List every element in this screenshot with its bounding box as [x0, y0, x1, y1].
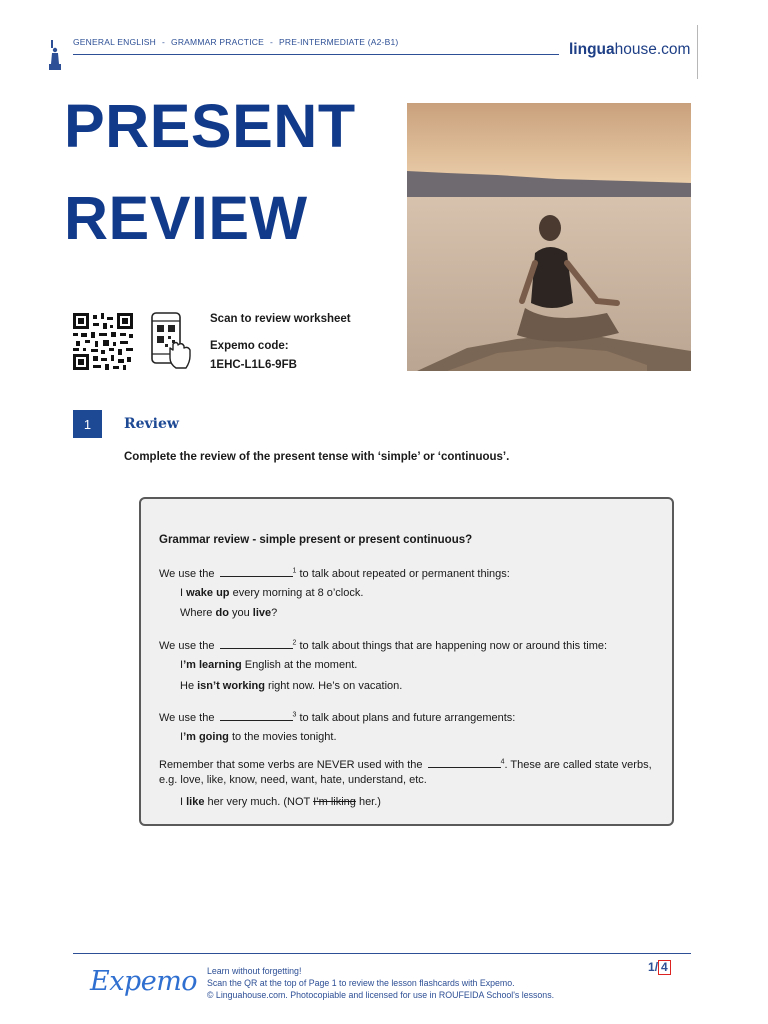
- breadcrumb-category: GRAMMAR PRACTICE: [171, 37, 264, 47]
- answer-blank-4[interactable]: [428, 757, 501, 768]
- grammar-box-title: Grammar review - simple present or present continuous?: [159, 534, 473, 546]
- page-title-line-1: PRESENT: [64, 92, 356, 160]
- page-title-line-2: REVIEW: [64, 184, 308, 252]
- brand-divider: [697, 25, 698, 79]
- brand-logo[interactable]: [569, 41, 690, 59]
- breadcrumb-difficulty: PRE-INTERMEDIATE (A2-B1): [279, 37, 399, 47]
- expemo-logo[interactable]: Expemo: [90, 966, 198, 997]
- answer-blank-1[interactable]: [220, 566, 293, 577]
- page-current: 1: [648, 960, 655, 974]
- page-indicator: 1/ 4: [648, 960, 671, 975]
- example-sentence: He isn’t working right now. He’s on vacation.: [180, 680, 403, 692]
- rule-text: to talk about repeated or permanent things:: [296, 568, 510, 580]
- rule-text: to talk about things that are happening now or around this time:: [296, 640, 608, 652]
- blank-number: 3: [292, 711, 297, 719]
- section-number: 1: [73, 410, 102, 438]
- grammar-rule-3: [159, 710, 515, 724]
- footer-tagline: Learn without forgetting!: [207, 966, 302, 976]
- answer-blank-2[interactable]: [220, 638, 293, 649]
- rule-text: We use the: [159, 640, 215, 652]
- qr-code-icon[interactable]: [73, 313, 133, 370]
- footer-text: [207, 965, 554, 1001]
- footer-divider: [73, 953, 691, 954]
- state-verbs-list: e.g. love, like, know, need, want, hate, understand, etc.: [159, 774, 427, 786]
- page-total[interactable]: 4: [658, 960, 671, 975]
- exercise-instruction: Complete the review of the present tense with ‘simple’ or ‘continuous’.: [124, 451, 510, 463]
- brand-rest: house: [614, 41, 657, 58]
- example-sentence: Where do you live?: [180, 607, 278, 619]
- rule-text: . These are called state verbs,: [504, 759, 652, 771]
- expemo-code-value: 1EHC-L1L6-9FB: [210, 359, 297, 371]
- breadcrumb-separator: -: [162, 37, 166, 47]
- breadcrumb-separator: -: [269, 37, 273, 47]
- footer-instructions: Scan the QR at the top of Page 1 to review the lesson flashcards with Expemo.: [207, 978, 515, 988]
- grammar-rule-2: [159, 638, 607, 652]
- scan-label: Scan to review worksheet: [210, 313, 351, 325]
- brand-bold: lingua: [569, 41, 615, 58]
- statue-of-liberty-icon: [48, 40, 62, 70]
- rule-text: Remember that some verbs are NEVER used with the: [159, 759, 423, 771]
- example-sentence: I like her very much. (NOT I’m liking her.): [180, 796, 381, 808]
- grammar-rule-1: [159, 566, 510, 580]
- expemo-code-label: Expemo code:: [210, 340, 289, 352]
- rule-text: We use the: [159, 712, 215, 724]
- footer-copyright: © Linguahouse.com. Photocopiable and licensed for use in ROUFEIDA School's lessons.: [207, 990, 555, 1000]
- example-sentence: I’m going to the movies tonight.: [180, 731, 337, 743]
- section-title: Review: [124, 416, 179, 432]
- grammar-rule-4: [159, 757, 652, 771]
- example-sentence: I’m learning English at the moment.: [180, 659, 358, 671]
- breadcrumb-level: GENERAL ENGLISH: [73, 37, 156, 47]
- meditation-photo: [407, 103, 691, 371]
- example-sentence: I wake up every morning at 8 o’clock.: [180, 587, 364, 599]
- rule-text: We use the: [159, 568, 215, 580]
- blank-number: 1: [292, 567, 297, 575]
- breadcrumb: [73, 37, 398, 47]
- blank-number: 4: [500, 758, 505, 766]
- header-divider: [73, 54, 559, 55]
- blank-number: 2: [292, 639, 297, 647]
- rule-text: to talk about plans and future arrangements:: [296, 712, 516, 724]
- phone-qr-scan-icon: [150, 312, 192, 372]
- answer-blank-3[interactable]: [220, 710, 293, 721]
- brand-tld: .com: [656, 41, 691, 58]
